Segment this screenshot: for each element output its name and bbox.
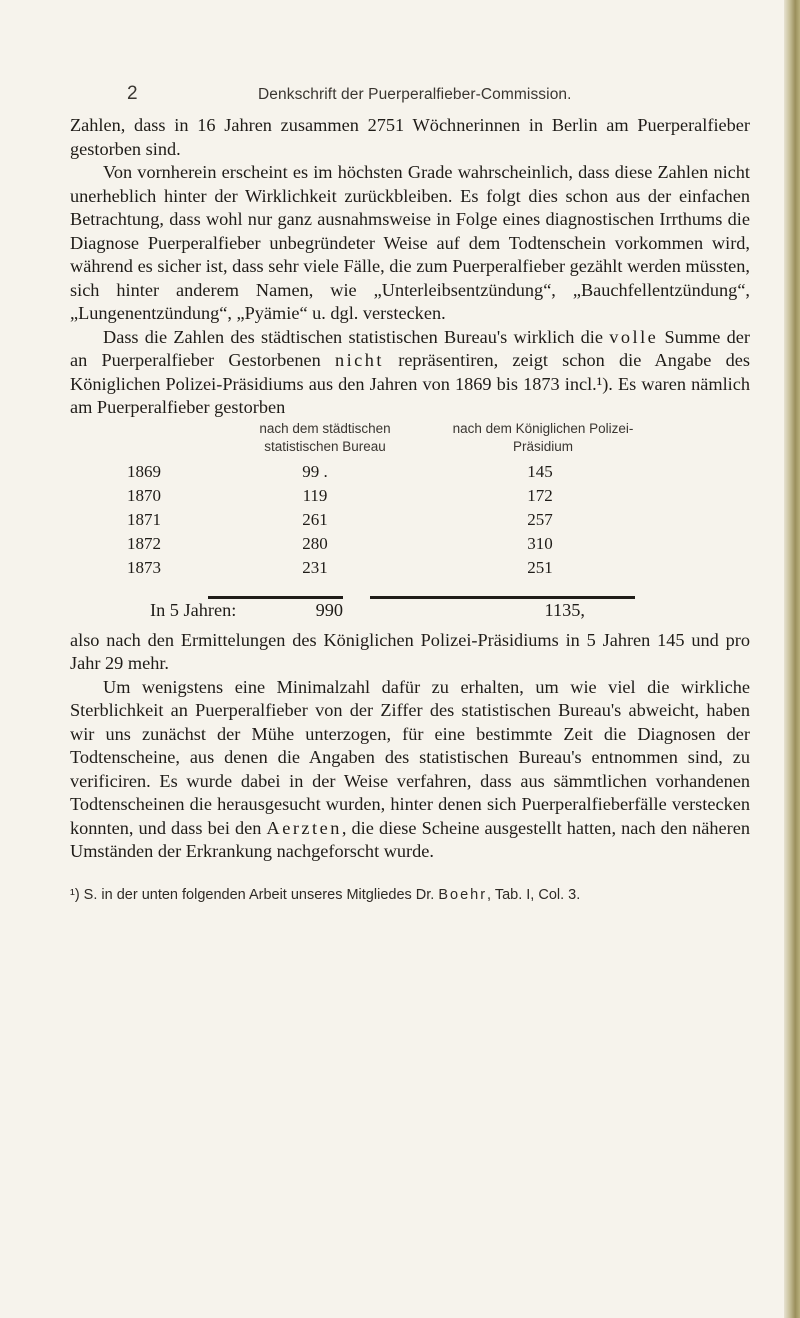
document-page bbox=[70, 80, 750, 905]
footnote-author: Boehr bbox=[438, 886, 488, 903]
column-header-bureau: nach dem städtischen statistischen Bureau bbox=[259, 420, 391, 454]
page-number: 2 bbox=[127, 83, 138, 104]
emphasis-volle: volle bbox=[609, 326, 659, 347]
emphasis-nicht: nicht bbox=[334, 350, 385, 370]
row-polizei-value: 172 bbox=[527, 485, 553, 505]
row-year: 1869 bbox=[127, 461, 161, 481]
paragraph-3 bbox=[70, 326, 750, 420]
paragraph-3-text: Dass die Zahlen des städtischen statistischen Bureau's wirklich die bbox=[103, 326, 610, 347]
paragraph-5-text: , die diese Scheine ausgestellt hatten, nach den näheren Umständen der Erkrankung nachgeforscht wurde. bbox=[70, 817, 751, 861]
row-bureau-value: 280 bbox=[302, 533, 328, 553]
footnote-text: ¹) S. in der unten folgenden Arbeit unseres Mitgliedes Dr. bbox=[70, 886, 439, 903]
row-polizei-value: 257 bbox=[527, 509, 553, 529]
row-year: 1870 bbox=[127, 485, 161, 505]
emphasis-aerzten: Aerzten bbox=[266, 817, 342, 838]
page-edge bbox=[784, 0, 800, 1318]
footnote-text: , Tab. I, Col. 3. bbox=[487, 886, 581, 903]
running-header bbox=[70, 80, 750, 114]
column-header-polizei: nach dem Königlichen Polizei-Präsidium bbox=[452, 420, 634, 454]
paragraph-1: Zahlen, dass in 16 Jahren zusammen 2751 Wöchnerinnen in Berlin am Puerperalfieber gestorben sind. bbox=[70, 115, 750, 159]
row-year: 1872 bbox=[127, 533, 161, 553]
total-bureau: 990 bbox=[315, 599, 343, 620]
table-row bbox=[70, 558, 750, 581]
paragraph-5 bbox=[70, 676, 750, 864]
paragraph-2: Von vornherein erscheint es im höchsten Grade wahrscheinlich, dass diese Zahlen nicht unerheblich hinter der Wirklichkeit zurückbleiben. Es folgt dies schon aus der einfachen Betrachtung, dass wohl nur ganz ausnahmsweise in Folge eines diagnostischen Irrthums die Diagnose Puerperalfieber unbegründeter Weise auf dem Todtenschein vorkommen wird, während es sicher ist, dass sehr viele Fälle, die zum Puerperalfieber gezählt werden müssten, sich hinter anderem Namen, wie „Unterleibsentzündung“, „Bauchfellentzündung“, „Lungenentzündung“, „Pyämie“ u. dgl. verstecken. bbox=[70, 162, 750, 323]
mortality-table bbox=[70, 420, 750, 620]
sum-rule-bureau bbox=[208, 596, 343, 599]
paragraph-5-text: Um wenigstens eine Minimalzahl dafür zu erhalten, um wie viel die wirkliche Sterblichkeit an Puerperalfieber von der Ziffer des statistischen Bureau's abweicht, haben wir uns zunächst der Mühe unterzogen, für eine bestimmte Zeit die Diagnosen der Todtenscheine, aus denen die Angaben des statistischen Bureau's entnommen sind, zu verificiren. Es wurde dabei in der Weise verfahren, dass aus sämmtlichen vorhandenen Todtenscheinen die herausgesucht wurden, hinter denen sich Puerperalfieberfälle verstecken konnten, und dass bei den bbox=[70, 676, 750, 838]
paragraph-4: also nach den Ermittelungen des Königlichen Polizei-Präsidiums in 5 Jahren 145 und pro Jahr 29 mehr. bbox=[70, 629, 750, 673]
total-polizei: 1135, bbox=[544, 599, 585, 620]
sum-rule-polizei bbox=[370, 596, 635, 599]
row-polizei-value: 310 bbox=[527, 533, 553, 553]
row-bureau-value: 231 bbox=[302, 557, 328, 577]
table-row bbox=[70, 486, 750, 509]
row-bureau-value: 261 bbox=[302, 509, 328, 529]
table-row bbox=[70, 462, 750, 485]
row-bureau-value: 99 . bbox=[302, 461, 328, 481]
running-title: Denkschrift der Puerperalfieber-Commission. bbox=[258, 86, 572, 103]
row-bureau-value: 119 bbox=[302, 485, 328, 505]
row-year: 1873 bbox=[127, 557, 161, 577]
row-year: 1871 bbox=[127, 509, 161, 529]
paragraph-3-text: repräsentiren, zeigt schon die Angabe des Königlichen Polizei-Präsidiums aus den Jahren von 1869 bis 1873 incl.¹). Es waren nämlich am Puerperalfieber gestorben bbox=[70, 350, 750, 417]
total-label: In 5 Jahren: bbox=[150, 599, 237, 620]
paragraph-3-text: Summe der an Puerperalfieber Gestorbenen bbox=[70, 326, 750, 370]
row-polizei-value: 145 bbox=[527, 461, 553, 481]
table-row bbox=[70, 510, 750, 533]
table-row bbox=[70, 534, 750, 557]
footnote bbox=[70, 886, 750, 905]
row-polizei-value: 251 bbox=[527, 557, 553, 577]
